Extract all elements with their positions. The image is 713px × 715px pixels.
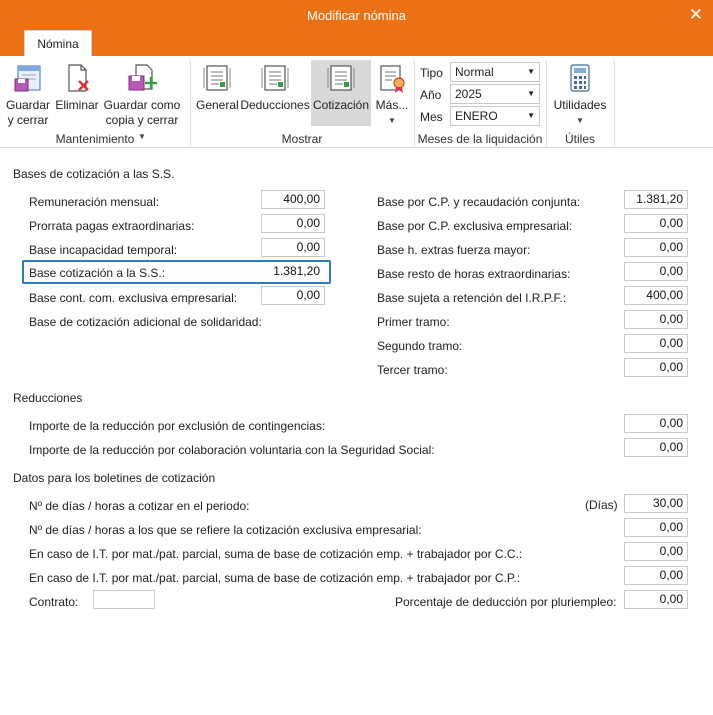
label-primer-tramo: Primer tramo: xyxy=(377,315,450,329)
group-separator xyxy=(614,60,615,146)
field-base-cont-com[interactable]: 0,00 xyxy=(261,286,325,305)
group-label-utiles: Útiles xyxy=(564,132,595,146)
field-base-irpf[interactable]: 400,00 xyxy=(624,286,688,305)
section-title-boletines: Datos para los boletines de cotización xyxy=(13,471,216,485)
delete-button[interactable] xyxy=(54,62,100,128)
save-copy-icon xyxy=(126,62,158,94)
label-contrato: Contrato: xyxy=(29,595,79,609)
save-close-line1: Guardar xyxy=(5,98,51,112)
field-reduccion-colaboracion[interactable]: 0,00 xyxy=(624,438,688,457)
save-copy-close-button[interactable] xyxy=(102,62,182,141)
show-general-button[interactable] xyxy=(196,60,238,126)
chevron-down-icon: ▼ xyxy=(576,116,584,125)
group-label-mantenimiento: Mantenimiento xyxy=(55,132,135,146)
label-horas-fuerza-mayor: Base h. extras fuerza mayor: xyxy=(377,243,531,257)
window-title: Modificar nómina xyxy=(307,8,406,23)
save-copy-line2: copia y cerrar xyxy=(105,113,179,127)
utilidades-label: Utilidades xyxy=(553,98,607,112)
field-dias-cotizar[interactable]: 30,00 xyxy=(624,494,688,513)
label-remuneracion: Remuneración mensual: xyxy=(29,195,160,209)
field-reduccion-exclusion[interactable]: 0,00 xyxy=(624,414,688,433)
chevron-down-icon: ▼ xyxy=(388,116,396,125)
label-horas-resto: Base resto de horas extraordinarias: xyxy=(377,267,571,281)
field-horas-fuerza-mayor[interactable]: 0,00 xyxy=(624,238,688,257)
label-base-cont-com: Base cont. com. exclusiva empresarial: xyxy=(29,291,238,305)
chevron-down-icon: ▼ xyxy=(527,111,535,120)
show-cotizacion-label: Cotización xyxy=(312,98,370,112)
field-primer-tramo[interactable]: 0,00 xyxy=(624,310,688,329)
field-segundo-tramo[interactable]: 0,00 xyxy=(624,334,688,353)
chevron-down-icon: ▼ xyxy=(527,67,535,76)
save-icon xyxy=(12,62,44,94)
label-dias-exclusiva: Nº de días / horas a los que se refiere la cotización exclusiva empresarial: xyxy=(29,523,422,537)
show-cotizacion-button[interactable] xyxy=(311,60,371,126)
document-icon xyxy=(201,62,233,94)
field-base-cp-exclusiva[interactable]: 0,00 xyxy=(624,214,688,233)
utilidades-button[interactable] xyxy=(550,62,610,130)
field-prorrata[interactable]: 0,00 xyxy=(261,214,325,233)
field-horas-resto[interactable]: 0,00 xyxy=(624,262,688,281)
show-more-button[interactable] xyxy=(372,60,412,130)
ribbon xyxy=(0,56,713,148)
label-tercer-tramo: Tercer tramo: xyxy=(377,363,448,377)
chevron-down-icon: ▼ xyxy=(138,132,146,141)
calculator-icon xyxy=(564,62,596,94)
label-base-cp-exclusiva: Base por C.P. exclusiva empresarial: xyxy=(377,219,573,233)
show-more-label: Más... xyxy=(375,98,409,112)
group-label-mostrar: Mostrar xyxy=(281,132,323,146)
field-contrato[interactable] xyxy=(93,590,155,609)
tipo-select[interactable] xyxy=(450,62,540,82)
label-it-cp: En caso de I.T. por mat./pat. parcial, suma de base de cotización emp. + trabajador por C.P.: xyxy=(29,571,521,585)
label-base-cp-conjunta: Base por C.P. y recaudación conjunta: xyxy=(377,195,581,209)
label-base-solidaridad: Base de cotización adicional de solidaridad: xyxy=(29,315,262,329)
title-bar xyxy=(0,0,713,32)
label-segundo-tramo: Segundo tramo: xyxy=(377,339,463,353)
unit-dias: (Días) xyxy=(585,498,618,512)
label-reduccion-colaboracion: Importe de la reducción por colaboración voluntaria con la Seguridad Social: xyxy=(29,443,435,457)
field-base-cp-conjunta[interactable]: 1.381,20 xyxy=(624,190,688,209)
field-it-cc[interactable]: 0,00 xyxy=(624,542,688,561)
mes-label: Mes xyxy=(420,110,443,124)
anio-value: 2025 xyxy=(455,87,482,101)
mes-select[interactable] xyxy=(450,106,540,126)
anio-label: Año xyxy=(420,88,442,102)
certificate-icon xyxy=(376,62,408,94)
mes-value: ENERO xyxy=(455,109,498,123)
tab-nomina[interactable]: Nómina xyxy=(24,30,92,57)
document-icon xyxy=(259,62,291,94)
tab-bar xyxy=(0,32,713,56)
tipo-label: Tipo xyxy=(420,66,443,80)
show-deducciones-label: Deducciones xyxy=(240,98,310,112)
field-tercer-tramo[interactable]: 0,00 xyxy=(624,358,688,377)
field-base-cotizacion-ss[interactable]: 1.381,20 xyxy=(261,262,325,281)
field-dias-exclusiva[interactable]: 0,00 xyxy=(624,518,688,537)
show-deducciones-button[interactable] xyxy=(240,60,310,126)
field-it-cp[interactable]: 0,00 xyxy=(624,566,688,585)
field-base-it[interactable]: 0,00 xyxy=(261,238,325,257)
delete-document-icon xyxy=(61,62,93,94)
group-label-meses: Meses de la liquidación xyxy=(417,132,543,146)
label-base-cotizacion-ss: Base cotización a la S.S.: xyxy=(29,266,166,280)
save-copy-line1: Guardar como xyxy=(103,98,181,112)
close-button[interactable]: ✕ xyxy=(688,5,703,24)
section-title-reducciones: Reducciones xyxy=(13,391,83,405)
document-icon xyxy=(325,62,357,94)
label-reduccion-exclusion: Importe de la reducción por exclusión de contingencias: xyxy=(29,419,326,433)
save-close-button[interactable] xyxy=(4,62,52,128)
section-title-bases: Bases de cotización a las S.S. xyxy=(13,167,175,181)
field-pluriempleo[interactable]: 0,00 xyxy=(624,590,688,609)
label-dias-cotizar: Nº de días / horas a cotizar en el periodo: xyxy=(29,499,250,513)
label-prorrata: Prorrata pagas extraordinarias: xyxy=(29,219,195,233)
label-base-it: Base incapacidad temporal: xyxy=(29,243,178,257)
save-close-line2: y cerrar xyxy=(7,113,49,127)
label-pluriempleo: Porcentaje de deducción por pluriempleo: xyxy=(395,595,617,609)
tipo-value: Normal xyxy=(455,65,494,79)
show-general-label: General xyxy=(196,98,239,112)
label-it-cc: En caso de I.T. por mat./pat. parcial, suma de base de cotización emp. + trabajador por C.C.: xyxy=(29,547,523,561)
anio-select[interactable] xyxy=(450,84,540,104)
delete-label: Eliminar xyxy=(55,98,99,112)
label-base-irpf: Base sujeta a retención del I.R.P.F.: xyxy=(377,291,567,305)
chevron-down-icon: ▼ xyxy=(527,89,535,98)
field-remuneracion[interactable]: 400,00 xyxy=(261,190,325,209)
